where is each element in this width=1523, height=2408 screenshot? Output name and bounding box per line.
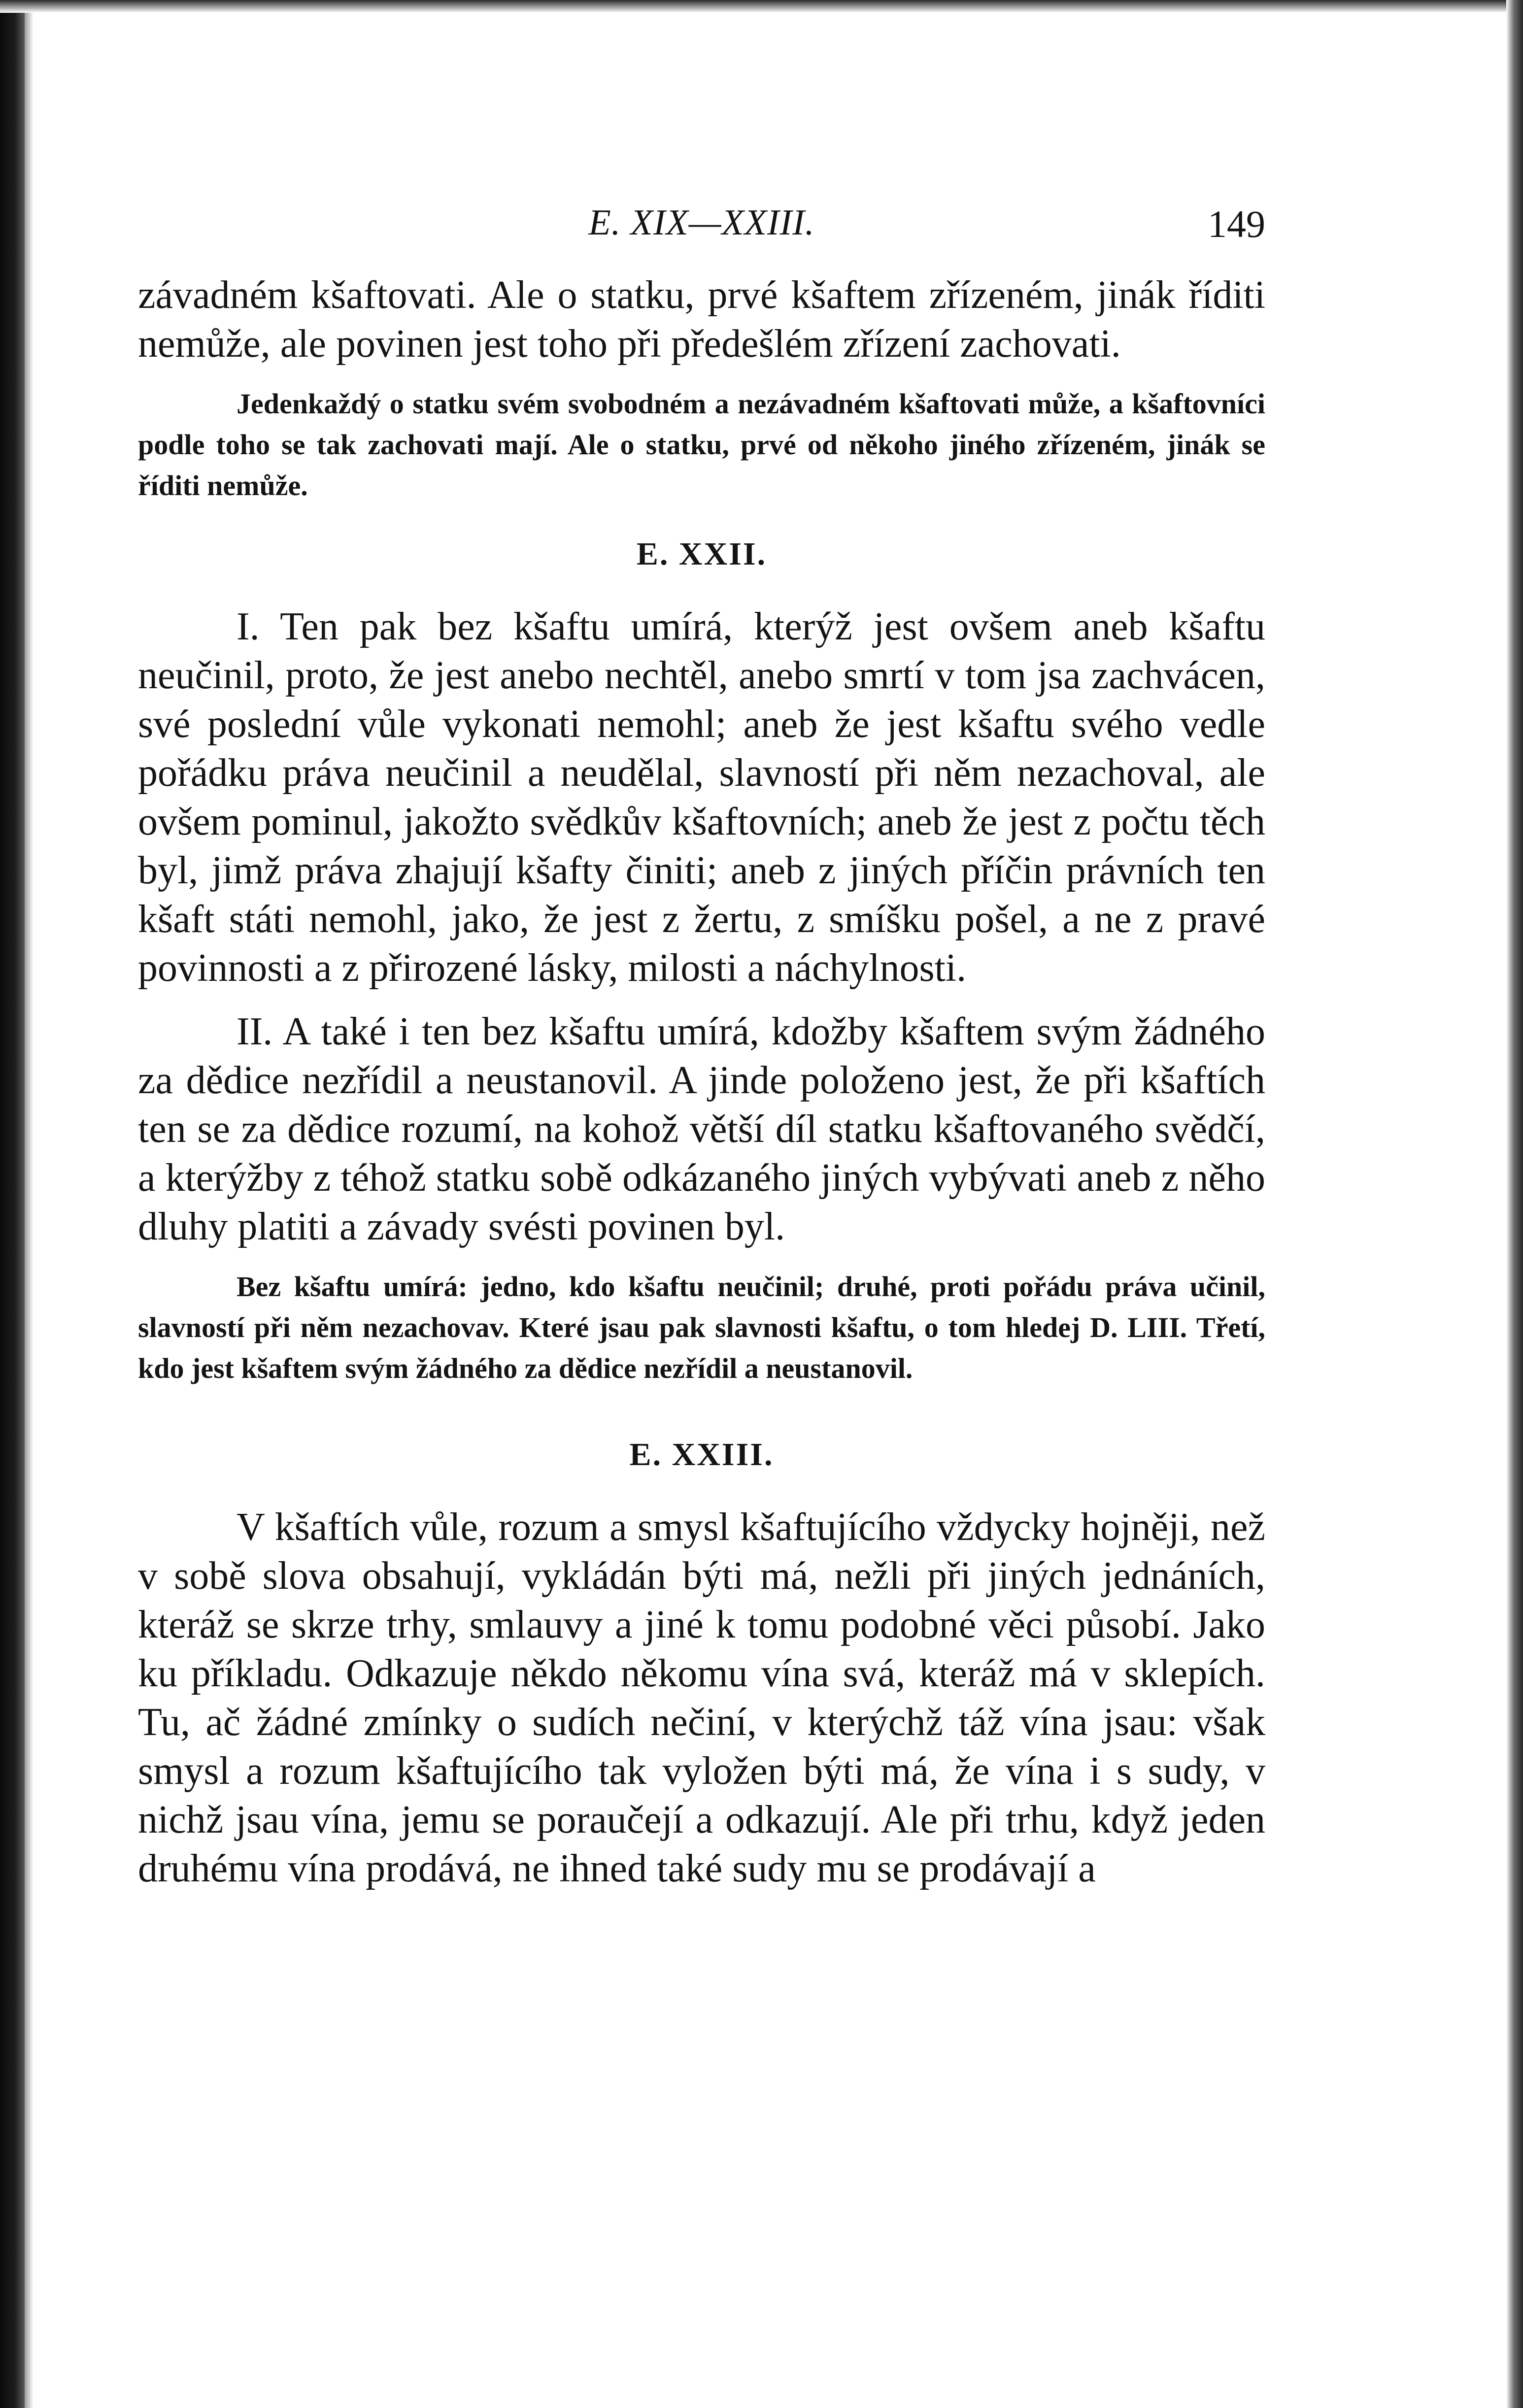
section-heading-xxii: E. XXII. [636, 536, 767, 572]
running-head-title: E. XIX—XXIII. [588, 202, 815, 243]
section-heading-xxiii: E. XXIII. [629, 1437, 774, 1472]
page-number: 149 [1208, 202, 1265, 245]
book-page [138, 197, 1265, 1893]
commentary-note: Bez kšaftu umírá: jedno, kdo kšaftu neučinil; druhé, proti pořádu práva učinil, slavností při něm nezachovav. Které jsau pak slavnosti kšaftu, o tom hledej D. LIII. Třetí, kdo jest kšaftem svým žádného za dědice nezřídil a neustanovil. [138, 1271, 1265, 1384]
paragraph-section-i: I. Ten pak bez kšaftu umírá, kterýž jest ovšem aneb kšaftu neučinil, proto, že jest anebo nechtěl, anebo smrtí v tom jsa zachvácen, své poslední vůle vykonati nemohl; aneb že jest kšaftu svého vedle pořádku práva neučinil a neudělal, slavností při něm nezachoval, ale ovšem pominul, jakožto svědkův kšaftovních; aneb že jest z počtu těch byl, jimž práva zhajují kšafty činiti; aneb z jiných příčin právních ten kšaft státi nemohl, jako, že jest z žertu, z smíšku pošel, a ne z pravé povinnosti a z přirozené lásky, milosti a náchylnosti. [138, 605, 1265, 990]
paragraph-section-xxiii: V kšaftích vůle, rozum a smysl kšaftujícího vždycky hojněji, než v sobě slova obsahují, vykládán býti má, nežli při jiných jednáních, kteráž se skrze trhy, smlauvy a jiné k tomu podobné věci působí. Jako ku příkladu. Odkazuje někdo někomu vína svá, kteráž má v sklepích. Tu, ač žádné zmínky o sudích nečiní, v kterýchž táž vína jsau: však smysl a rozum kšaftujícího tak vyložen býti má, že vína i s sudy, v nichž jsau vína, jemu se poraučejí a odkazují. Ale při trhu, když jeden druhému vína prodává, ne ihned také sudy mu se prodávají a [138, 1505, 1265, 1890]
scan-shadow-left [0, 0, 25, 2408]
commentary-note: Jedenkaždý o statku svém svobodném a nezávadném kšaftovati může, a kšaftovníci podle toho se tak zachovati mají. Ale o statku, prvé od někoho jiného zřízeném, jinák se říditi nemůže. [138, 388, 1265, 502]
scan-shadow-top [0, 0, 1523, 13]
running-head [138, 197, 1265, 256]
scan-shadow-left-fade [25, 0, 34, 2408]
paragraph-section-ii: II. A také i ten bez kšaftu umírá, kdožby kšaftem svým žádného za dědice nezřídil a neustanovil. A jinde položeno jest, že při kšaftích ten se za dědice rozumí, na kohož větší díl statku kšaftovaného svědčí, a kterýžby z téhož statku sobě odkázaného jiných vybývati aneb z něho dluhy platiti a závady svésti povinen byl. [138, 1010, 1265, 1248]
scan-shadow-right [1506, 0, 1523, 2408]
paragraph-continuation: závadném kšaftovati. Ale o statku, prvé kšaftem zřízeném, jinák říditi nemůže, ale povinen jest toho při předešlém zřízení zachovati. [138, 273, 1265, 366]
